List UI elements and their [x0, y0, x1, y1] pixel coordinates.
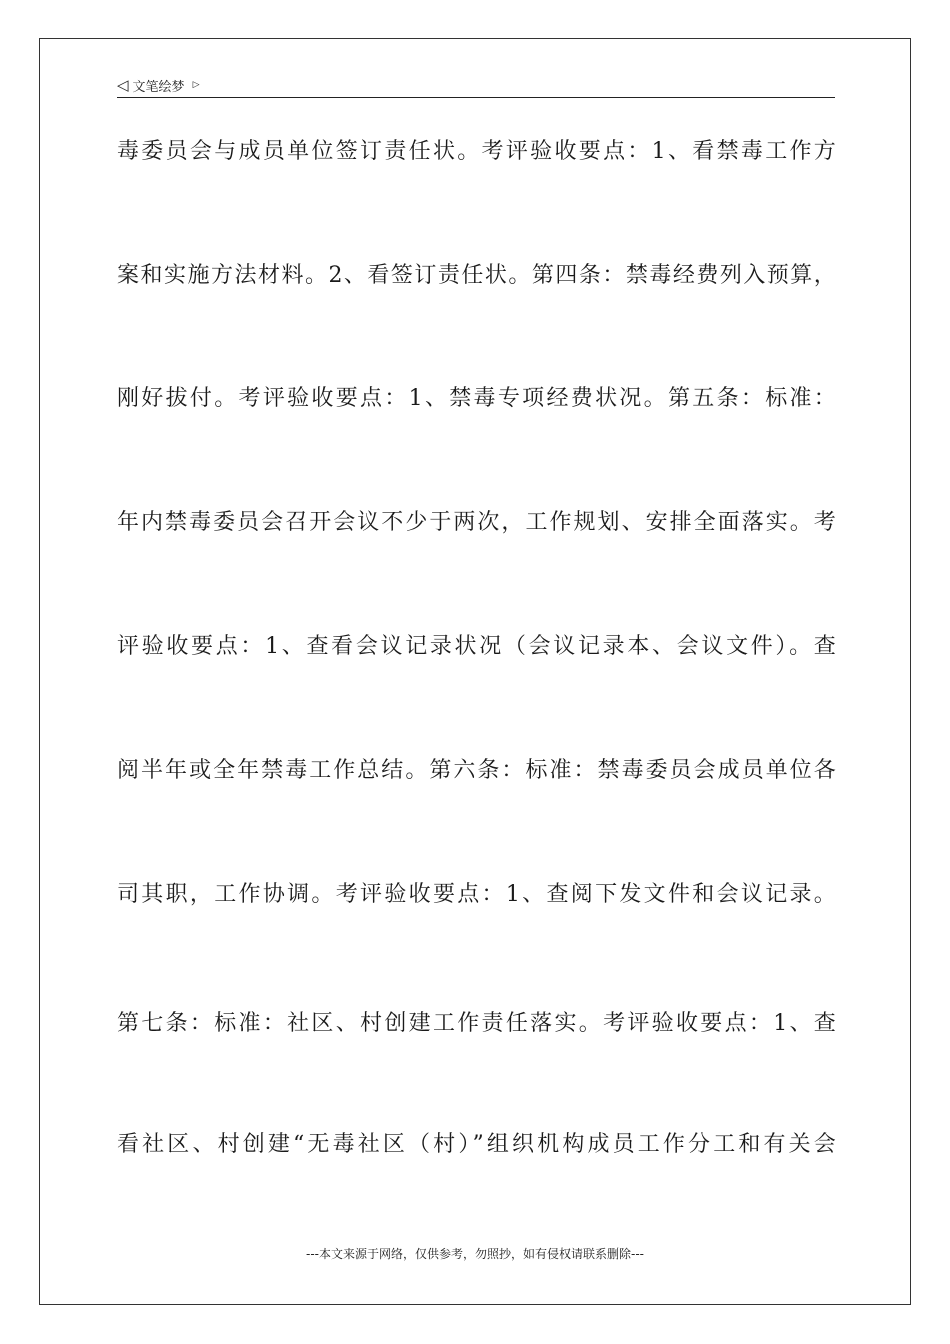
body-line: 评验收要点：1、查看会议记录状况（会议记录本、会议文件）。查 — [117, 634, 837, 659]
body-line: 第七条：标准：社区、村创建工作责任落实。考评验收要点：1、查 — [117, 1011, 837, 1036]
body-line: 阅半年或全年禁毒工作总结。第六条：标准：禁毒委员会成员单位各 — [117, 758, 837, 783]
right-triangle-icon: ▷ — [192, 79, 200, 90]
footer-notice: ---本文来源于网络，仅供参考，勿照抄，如有侵权请联系删除--- — [306, 1247, 644, 1261]
body-line: 刚好拔付。考评验收要点：1、禁毒专项经费状况。第五条：标准： — [117, 386, 837, 411]
body-line: 看社区、村创建“无毒社区（村）”组织机构成员工作分工和有关会 — [117, 1132, 837, 1157]
page-header — [117, 73, 835, 98]
header-title: 文笔绘梦 — [132, 79, 185, 95]
left-triangle-icon: ◁ — [117, 75, 129, 94]
page-border — [39, 38, 911, 1305]
body-line: 年内禁毒委员会召开会议不少于两次，工作规划、安排全面落实。考 — [117, 510, 837, 535]
body-line: 毒委员会与成员单位签订责任状。考评验收要点：1、看禁毒工作方 — [117, 139, 837, 164]
body-line: 司其职，工作协调。考评验收要点：1、查阅下发文件和会议记录。 — [117, 882, 837, 907]
body-line: 案和实施方法材料。2、看签订责任状。第四条：禁毒经费列入预算， — [117, 263, 837, 288]
